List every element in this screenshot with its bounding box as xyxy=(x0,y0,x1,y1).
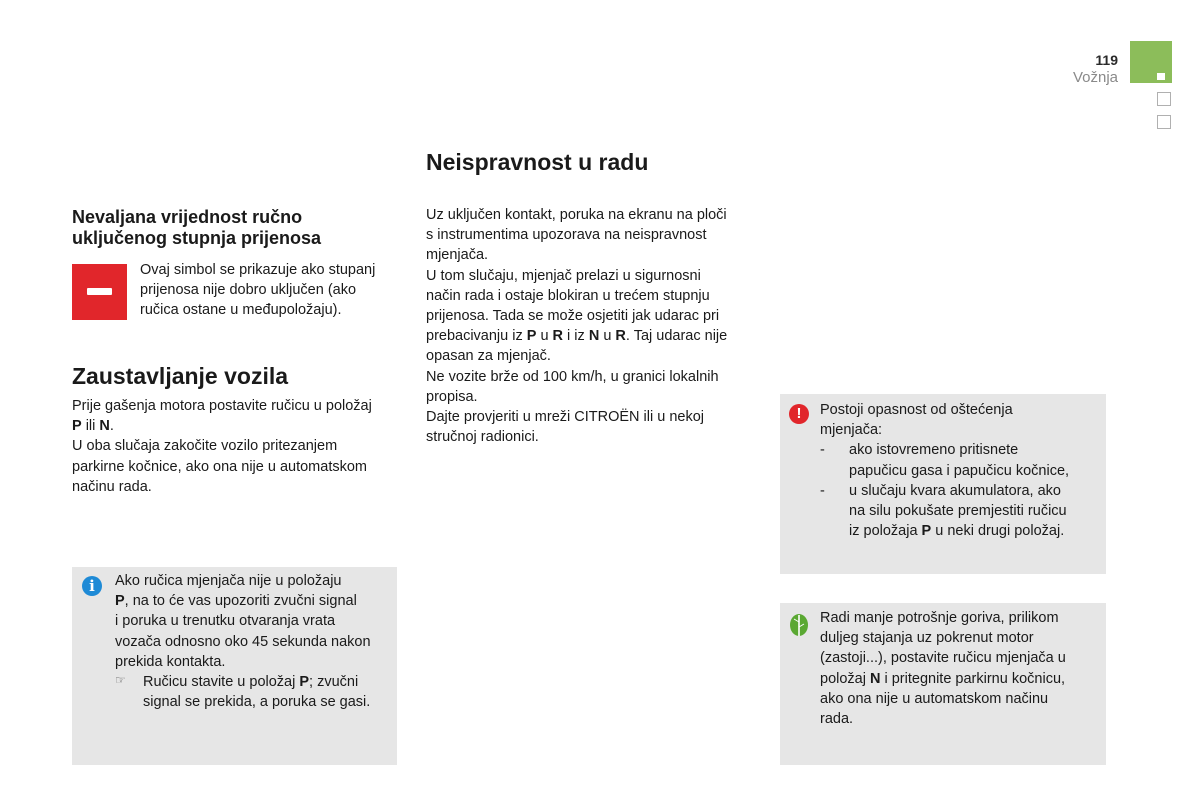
info-note-text xyxy=(115,571,395,712)
stopping-text-line xyxy=(72,416,402,436)
gear-r: R xyxy=(552,328,564,345)
info-note-action-line: signal se prekida, a poruka se gasi. xyxy=(143,694,371,711)
eco-note-line: Radi manje potrošnje goriva, prilikom xyxy=(820,610,1059,626)
warning-item-line: u slučaju kvara akumulatora, ako xyxy=(849,482,1061,499)
malfunction-text-line: propisa. xyxy=(426,388,478,405)
eco-note-line: ako ona nije u automatskom načinu xyxy=(820,690,1049,707)
text-fragment: i iz xyxy=(563,328,589,345)
malfunction-text-line: Uz uključen kontakt, poruka na ekranu na ploči xyxy=(426,207,727,223)
malfunction-text-line: prijenosa. Tada se može osjetiti jak udarac pri xyxy=(426,308,720,325)
text-fragment: položaj xyxy=(820,670,870,687)
gear-fault-title-line2: uključenog stupnja prijenosa xyxy=(72,228,322,248)
text-fragment: . Taj udarac nije xyxy=(625,328,728,345)
info-note-line: vozača odnosno oko 45 sekunda nakon xyxy=(115,633,371,650)
malfunction-text-line: Ne vozite brže od 100 km/h, u granici lokalnih xyxy=(426,368,719,385)
warning-note-line: mjenjača: xyxy=(820,422,883,439)
eco-note-line: rada. xyxy=(820,711,854,728)
info-note-line: Ako ručica mjenjača nije u položaju xyxy=(115,573,342,589)
info-note-action-line xyxy=(143,672,395,692)
text-fragment: i pritegnite parkirnu kočnicu, xyxy=(880,670,1066,687)
stopping-text-line: Prije gašenja motora postavite ručicu u položaj xyxy=(72,398,372,414)
eco-note-line: duljeg stajanja uz pokrenut motor xyxy=(820,630,1034,647)
info-note-box xyxy=(72,567,397,765)
info-note-line: prekida kontakta. xyxy=(115,653,226,670)
chapter-tab-active xyxy=(1130,41,1172,83)
list-dash: - xyxy=(820,482,825,499)
info-note-line xyxy=(115,591,395,611)
text-fragment: Ručicu stavite u položaj xyxy=(143,674,300,691)
text-fragment: ; zvučni xyxy=(309,674,359,691)
eco-leaf-icon xyxy=(789,613,809,637)
warning-note-box xyxy=(780,394,1106,574)
malfunction-text-line: U tom slučaju, mjenjač prelazi u sigurnosni xyxy=(426,267,701,284)
gear-n: N xyxy=(588,328,600,345)
gear-fault-text-line: Ovaj simbol se prikazuje ako stupanj xyxy=(140,262,376,278)
warning-icon: ! xyxy=(789,404,809,424)
text-fragment: u neki drugi položaj. xyxy=(931,523,1065,540)
text-fragment: , na to će vas upozoriti zvučni signal xyxy=(124,593,357,610)
gear-fault-text-line: prijenosa nije dobro uključen (ako xyxy=(140,282,357,299)
malfunction-text-line: Dajte provjeriti u mreži CITROËN ili u nekoj xyxy=(426,409,704,426)
gear-fault-warning-icon xyxy=(72,264,127,320)
gear-p: P xyxy=(526,328,537,345)
text-fragment: . xyxy=(109,418,114,435)
section-name: Vožnja xyxy=(1072,69,1118,86)
stopping-title: Zaustavljanje vozila xyxy=(72,363,289,389)
gear-fault-title-line1: Nevaljana vrijednost ručno xyxy=(72,207,303,227)
stopping-text-line: U oba slučaja zakočite vozilo pritezanjem xyxy=(72,438,338,455)
warning-note-line: Postoji opasnost od oštećenja xyxy=(820,402,1013,418)
stopping-text xyxy=(72,396,402,497)
gear-p: P xyxy=(299,674,310,691)
text-fragment: iz položaja xyxy=(849,523,922,540)
malfunction-title: Neispravnost u radu xyxy=(426,149,649,175)
warning-item-line xyxy=(849,521,1104,541)
warning-item-line: na silu pokušate premjestiti ručicu xyxy=(849,503,1067,520)
malfunction-text-line: način rada i ostaje blokiran u trećem stupnju xyxy=(426,287,710,304)
info-note-line: i poruka u trenutku otvaranja vrata xyxy=(115,613,336,630)
warning-note-text xyxy=(820,400,1104,541)
text-fragment: prebacivanju iz xyxy=(426,328,527,345)
gear-p: P xyxy=(115,593,125,610)
stopping-text-line: načinu rada. xyxy=(72,478,152,495)
gear-fault-text-line: ručica ostane u međupoložaju). xyxy=(140,302,342,319)
text-fragment: u xyxy=(599,328,616,345)
gear-fault-text xyxy=(140,260,400,321)
eco-note-line: (zastoji...), postavite ručicu mjenjača u xyxy=(820,650,1066,667)
page-number: 119 xyxy=(1095,52,1118,68)
stopping-text-line: parkirne kočnice, ako ona nije u automatskom xyxy=(72,458,367,475)
gear-n: N xyxy=(99,418,110,435)
chapter-tab-box-2 xyxy=(1157,92,1171,106)
pointing-hand-icon: ☞ xyxy=(115,673,126,688)
gear-fault-title xyxy=(72,207,402,249)
warning-list-item xyxy=(820,440,1104,480)
malfunction-text xyxy=(426,205,761,447)
eco-note-box xyxy=(780,603,1106,765)
malfunction-text-line xyxy=(426,326,761,346)
malfunction-text-line: mjenjača. xyxy=(426,247,489,264)
malfunction-text-line: opasan za mjenjač. xyxy=(426,348,551,365)
list-dash: - xyxy=(820,442,825,459)
gear-n: N xyxy=(869,670,881,687)
gear-p: P xyxy=(921,523,932,540)
chapter-tab-dot xyxy=(1157,73,1165,80)
warning-item-line: ako istovremeno pritisnete xyxy=(849,442,1019,459)
eco-note-line xyxy=(820,669,1104,689)
warning-list-item xyxy=(820,481,1104,542)
gear-r: R xyxy=(615,328,626,345)
info-icon: i xyxy=(82,576,102,596)
text-fragment: u xyxy=(536,328,553,345)
chapter-tab-box-3 xyxy=(1157,115,1171,129)
malfunction-text-line: stručnoj radionici. xyxy=(426,429,539,446)
warning-item-line: papučicu gasa i papučicu kočnice, xyxy=(849,462,1070,479)
gear-p: P xyxy=(72,418,82,435)
malfunction-text-line: s instrumentima upozorava na neispravnost xyxy=(426,227,707,244)
eco-note-text xyxy=(820,608,1104,729)
text-fragment: ili xyxy=(81,418,100,435)
info-note-action xyxy=(115,672,395,712)
